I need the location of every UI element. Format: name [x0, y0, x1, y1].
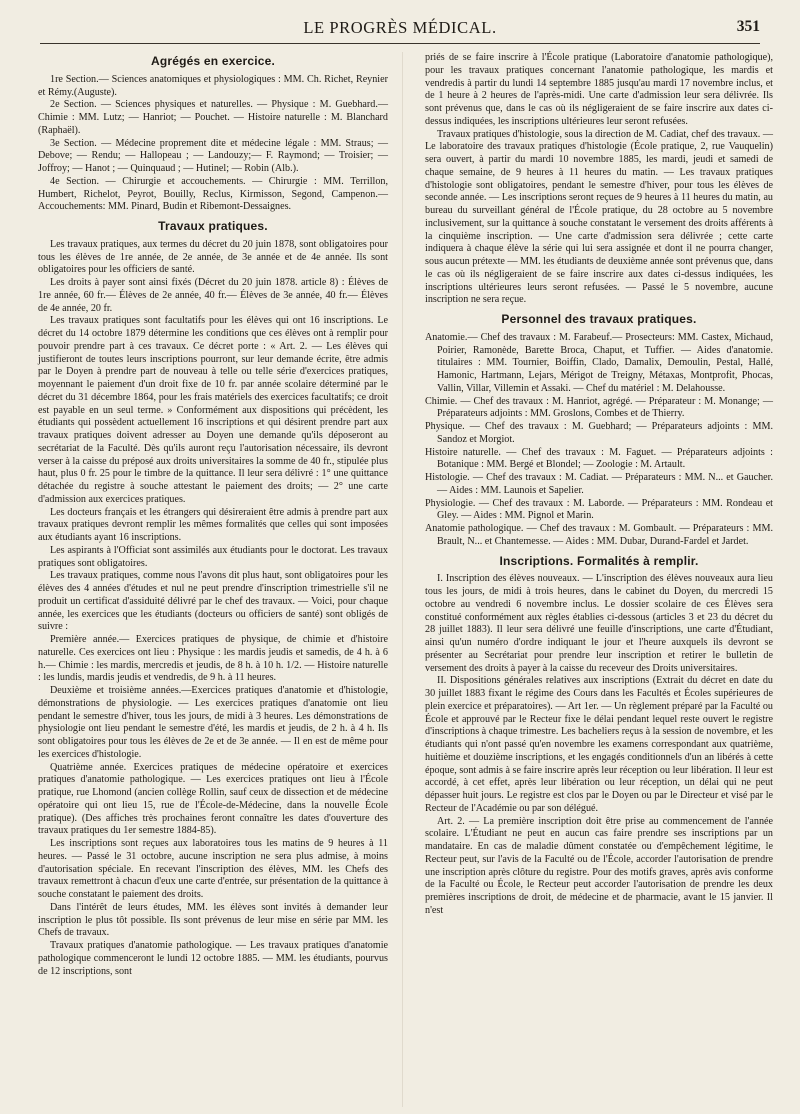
left-column: [38, 52, 388, 978]
staff-list-entry: Anatomie.— Chef des travaux : M. Farabeuf.— Prosecteurs: MM. Castex, Michaud, Poirier, Ramonède, Barette Broca, Chaput, et Tuffier. — Aides d'anatomie. titulaires : MM. Tournier, Boiffin, Clado, Damalix, Demoulin, Pestal, Hallé, Hamonic, Hartmann, Lejars, Mérigot de Treigny, Métaxas, Montprofit, Phocas, Vallin, Villar, Villemin et Assaki. — Chef du matériel : M. Delahousse.: [425, 331, 773, 394]
paragraph: Première année.— Exercices pratiques de physique, de chimie et d'histoire naturelle. Ces exercices ont lieu : Physique : les mardis jeudis et samedis, de 4 h. à 6 h.— Chimie : les mardis, mercredis et jeudis, de 8 h. à 10 h. 1/2. — Histoire naturelle : les lundis, mardis jeudis et vendredis, de 9 h. à 11 heures.: [38, 634, 388, 684]
staff-list-entry: Chimie. — Chef des travaux : M. Hanriot, agrégé. — Préparateur : M. Monange; — Préparateurs adjoints : MM. Groslons, Combes et de Thierry.: [425, 395, 773, 420]
section-heading: Inscriptions. Formalités à remplir.: [499, 553, 699, 568]
section-heading: Travaux pratiques.: [158, 219, 268, 233]
paragraph: Art. 2. — La première inscription doit être prise au commencement de l'année scolaire. L'Étudiant ne peut en aucun cas faire prendre ses inscriptions par un mandataire. En cas de maladie dûment constatée ou d'empêchement légitime, le Recteur peut, sur l'avis de la Faculté ou de l'École, accorder l'autorisation de prendre une inscription après clôture du registre. Pour des motifs graves, après avis conforme de la Faculté ou École, le Recteur peut accorder l'autorisation de prendre les deux premières inscriptions de droit, de médecine et de pharmacie, avant le 15 janvier. Il n'est: [425, 815, 773, 916]
paragraph: Les droits à payer sont ainsi fixés (Décret du 20 juin 1878. article 8) : Élèves de 1re année, 60 fr.— Élèves de 2e année, 40 fr.— Élèves de 3e année, 40 fr.— Élèves de 4e année, 20 fr.: [38, 277, 388, 314]
paragraph: Deuxième et troisième années.—Exercices pratiques d'anatomie et d'histologie, démonstrations de physiologie. — Les exercices pratiques d'anatomie ont lieu pendant le semestre d'hiver, tous les jours, de midi à 3 heures. Les démonstrations de physiologie ont lieu pendant le semestre d'été, les mardis et jeudis, de 2 h. à 4 h. Ils sont obligatoires pour tous les élèves de 2e et de 3e année. — Il en est de même pour les exercices d'histologie.: [38, 685, 388, 760]
staff-list-entry: Physique. — Chef des travaux : M. Guebhard; — Préparateurs adjoints : MM. Sandoz et Morgiot.: [425, 421, 773, 445]
paragraph: Les docteurs français et les étrangers qui désireraient être admis à prendre part aux travaux pratiques devront remplir les mêmes formalités que celles qui sont imposées aux étudiants ayant 16 inscriptions.: [38, 506, 388, 543]
paragraph: I. Inscription des élèves nouveaux. — L'inscription des élèves nouveaux aura lieu tous les jours, de midi à trois heures, dans le cabinet du Doyen, du mercredi 15 octobre au vendredi 6 novembre inclus. Le dossier scolaire de ces Élèves sera constitué conformément aux règles établies ci-dessous (articles 3 et 23 du décret du 28 juillet 1883). Il leur sera délivré une feuille d'inscriptions, une carte d'Étudiant, ainsi qu'un numéro d'ordre indiquant le jour et l'heure auxquels ils devront se présenter au Secrétariat pour prendre leur inscription et retirer le bulletin de versement des droits à payer à la caisse du receveur des Droits universitaires.: [425, 573, 773, 674]
staff-list-entry: Histoire naturelle. — Chef des travaux : M. Faguet. — Préparateurs adjoints : Botanique : MM. Bergé et Blondel; — Zoologie : M. Artault.: [425, 446, 773, 471]
section-heading: Personnel des travaux pratiques.: [501, 312, 697, 326]
staff-list-entry: Physiologie. — Chef des travaux : M. Laborde. — Préparateurs : MM. Rondeau et Gley. — Aides : MM. Pignol et Marin.: [425, 497, 773, 522]
paragraph: 4e Section. — Chirurgie et accouchements. — Chirurgie : MM. Terrillon, Humbert, Richelot, Peyrot, Bouilly, Reclus, Kirmisson, Segond, Campenon.—Accouchements: MM. Pinard, Budin et Ribemont-Dessaignes.: [38, 175, 388, 213]
paragraph: Les travaux pratiques sont facultatifs pour les élèves qui ont 16 inscriptions. Le décret du 14 octobre 1879 détermine les conditions que ces élèves ont à remplir pour pouvoir prendre part à ces travaux. Ce décret porte : « Art. 2. — Les élèves qui justifieront de toutes leurs inscriptions pourront, sur leur demande écrite, être admis par le Doyen à prendre part de nouveau à telle ou telle série d'exercices pratiques, moyennant le paiement d'un droit fixe de 10 fr. par année scolaire déterminé par le décret du 31 décembre 1864, pour les frais matériels des exercices facultatifs; ce droit est payable en un seul terme. » Conformément aux dispositions qui précèdent, les étudiants qui possèdent actuellement 16 inscriptions et qui désirent prendre part aux travaux pratiques doivent adresser au Doyen une demande qu'ils déposeront au secrétariat de la Faculté. Dès qu'ils auront reçu l'autorisation nécessaire, ils devront verser à la caisse du préposé aux droits universitaires la somme de 40 fr., stipulée plus haut, plus 0 fr. 25 pour le timbre de la quittance. Il leur sera délivré : 1° une quittance détachée du registre à souche attestant le paiement des droits; — 2° une carte d'admission aux exercices pratiques.: [38, 315, 388, 505]
paragraph: II. Dispositions générales relatives aux inscriptions (Extrait du décret en date du 30 juillet 1883 fixant le régime des Cours dans les Facultés et Écoles supérieures de plein exercice et préparatoires). — Art 1er. — Un règlement préparé par la Faculté ou École et approuvé par le Recteur fixe le délai pendant lequel reste ouvert le registre d'inscriptions à chaque trimestre. Les bacheliers reçus à la session de novembre, et les étudiants qui n'ont passé qu'en novembre les examens correspondant aux quatrième, huitième et douzième inscriptions, et les engagés conditionnels d'un an libérés à cette époque, sont admis à se faire inscrire après leur réception ou leur libération. Il leur est accordé, à cet effet, après leur libération ou leur réception, un délai qui ne peut dépasser huit jours. Le registre est clos par le Doyen ou par le Directeur et visé par le Recteur de l'Académie ou par son délégué.: [425, 675, 773, 814]
paragraph: Travaux pratiques d'anatomie pathologique. — Les travaux pratiques d'anatomie pathologique commenceront le lundi 12 octobre 1885. — MM. les étudiants, pourvus de 12 inscriptions, sont: [38, 940, 388, 977]
column-divider: [402, 52, 403, 1107]
paragraph: Travaux pratiques d'histologie, sous la direction de M. Cadiat, chef des travaux. — Le laboratoire des travaux pratiques d'histologie (École pratique, 2, rue Vauquelin) sera ouvert, à partir du mardi 10 novembre 1885, les mardi, jeudi et samedi de chaque semaine, de 9 heures à 11 heures du matin. — Les travaux pratiques d'histologie sont obligatoires, pendant le semestre d'hiver, pour tous les élèves de seconde année. — Les inscriptions seront reçues de 9 heures à 11 heures du matin, au bureau du surveillant général de l'École pratique, du 28 octobre au 5 novembre inclusivement, sur la quittance à souche constatant le versement des droits afférents à la cinquième inscription. — Une carte d'admission sera délivrée ; cette carte indiquera à chaque élève la série qui lui sera assignée et dont il ne pourra changer, sous aucun prétexte — MM. les étudiants de deuxième année sont prévenus que, dans le cas où ils négligeraient de se faire inscrire aux dates ci-dessus indiquées, les inscriptions ultérieures leurs seront refusées. — Passé le 5 novembre, aucune inscription ne sera reçue.: [425, 128, 773, 306]
paragraph: priés de se faire inscrire à l'École pratique (Laboratoire d'anatomie pathologique), pour les travaux pratiques concernant l'anatomie pathologique, les mardis et vendredis à partir du lundi 14 septembre 1885 jusqu'au mardi 17 novembre inclus, et de 1 heure à 2 heures de l'après-midi. Une carte d'admission leur sera délivrée. Ils sont prévenus que, dans le cas où ils négligeraient de se faire inscrire aux dates ci-dessus indiquées, les inscriptions ultérieures leur seront refusées.: [425, 52, 773, 127]
page-number: 351: [736, 18, 760, 35]
paragraph: 2e Section. — Sciences physiques et naturelles. — Physique : M. Guebhard.— Chimie : MM. Lutz; — Hanriot; — Pouchet. — Histoire naturelle : M. Blanchard (Raphaël).: [38, 99, 388, 136]
right-column: [425, 52, 773, 918]
paragraph: 3e Section. — Médecine proprement dite et médecine légale : MM. Straus; — Debove; — Rendu; — Hallopeau ; — Landouzy;— F. Raymond; — Troisier; — Joffroy; — Hanot ; — Quinquaud ; — Hutinel; — Robin (Alb.).: [38, 137, 388, 174]
staff-list-entry: Histologie. — Chef des travaux : M. Cadiat. — Préparateurs : MM. N... et Gaucher. — Aides : MM. Launois et Sapelier.: [425, 472, 773, 496]
paragraph: Les inscriptions sont reçues aux laboratoires tous les matins de 9 heures à 11 heures. — Passé le 31 octobre, aucune inscription ne sera plus admise, à moins d'autorisation spéciale. En recevant l'inscription des élèves, MM. les Chefs des travaux remettront à chacun d'eux une carte d'entrée, sur présentation de la quittance à souche constatant le paiement des droits.: [38, 838, 388, 900]
paragraph: Les travaux pratiques, comme nous l'avons dit plus haut, sont obligatoires pour les élèves des 4 années d'études et nul ne peut prendre d'inscription trimestrielle s'il ne produit un certificat d'assiduité délivré par le chef des travaux. — Voici, pour chaque année, les exercices que les étudiants (docteurs ou officiers de santé) sont obligés de suivre :: [38, 570, 388, 633]
running-header: [40, 18, 760, 42]
paragraph: Les travaux pratiques, aux termes du décret du 20 juin 1878, sont obligatoires pour tous les élèves de 1re année, de 2e année, de 3e année et de 4e année. Ils sont obligatoires pour les officiers de santé.: [38, 238, 388, 276]
header-rule: [40, 43, 760, 44]
journal-title: LE PROGRÈS MÉDICAL.: [303, 18, 497, 37]
paragraph: Les aspirants à l'Officiat sont assimilés aux étudiants pour le doctorat. Les travaux pratiques sont obligatoires.: [38, 544, 388, 569]
paragraph: Quatrième année. Exercices pratiques de médecine opératoire et exercices pratiques d'anatomie pathologique. — Les exercices pratiques ont lieu à l'École pratique, rue Lhomond (ancien collège Rollin, sauf ceux de dissection et de médecine opératoire qui ont lieu 15, rue de l'École-de-Médecine, dans la nouvelle École pratique). (Des affiches très prochaines feront connaître les dates d'ouverture des travaux pratiques du 1er semestre 1884-85).: [38, 761, 388, 837]
staff-list-entry: Anatomie pathologique. — Chef des travaux : M. Gombault. — Préparateurs : MM. Brault, N... et Chantemesse. — Aides : MM. Dubar, Durand-Fardel et Jardet.: [425, 523, 773, 547]
section-heading: Agrégés en exercice.: [150, 54, 276, 68]
paragraph: 1re Section.— Sciences anatomiques et physiologiques : MM. Ch. Richet, Reynier et Rémy.(Auguste).: [38, 73, 388, 98]
paragraph: Dans l'intérêt de leurs études, MM. les élèves sont invités à demander leur inscription le plus tôt possible. Ils sont prévenus de leur mise en série par MM. les Chefs de travaux.: [38, 901, 388, 939]
